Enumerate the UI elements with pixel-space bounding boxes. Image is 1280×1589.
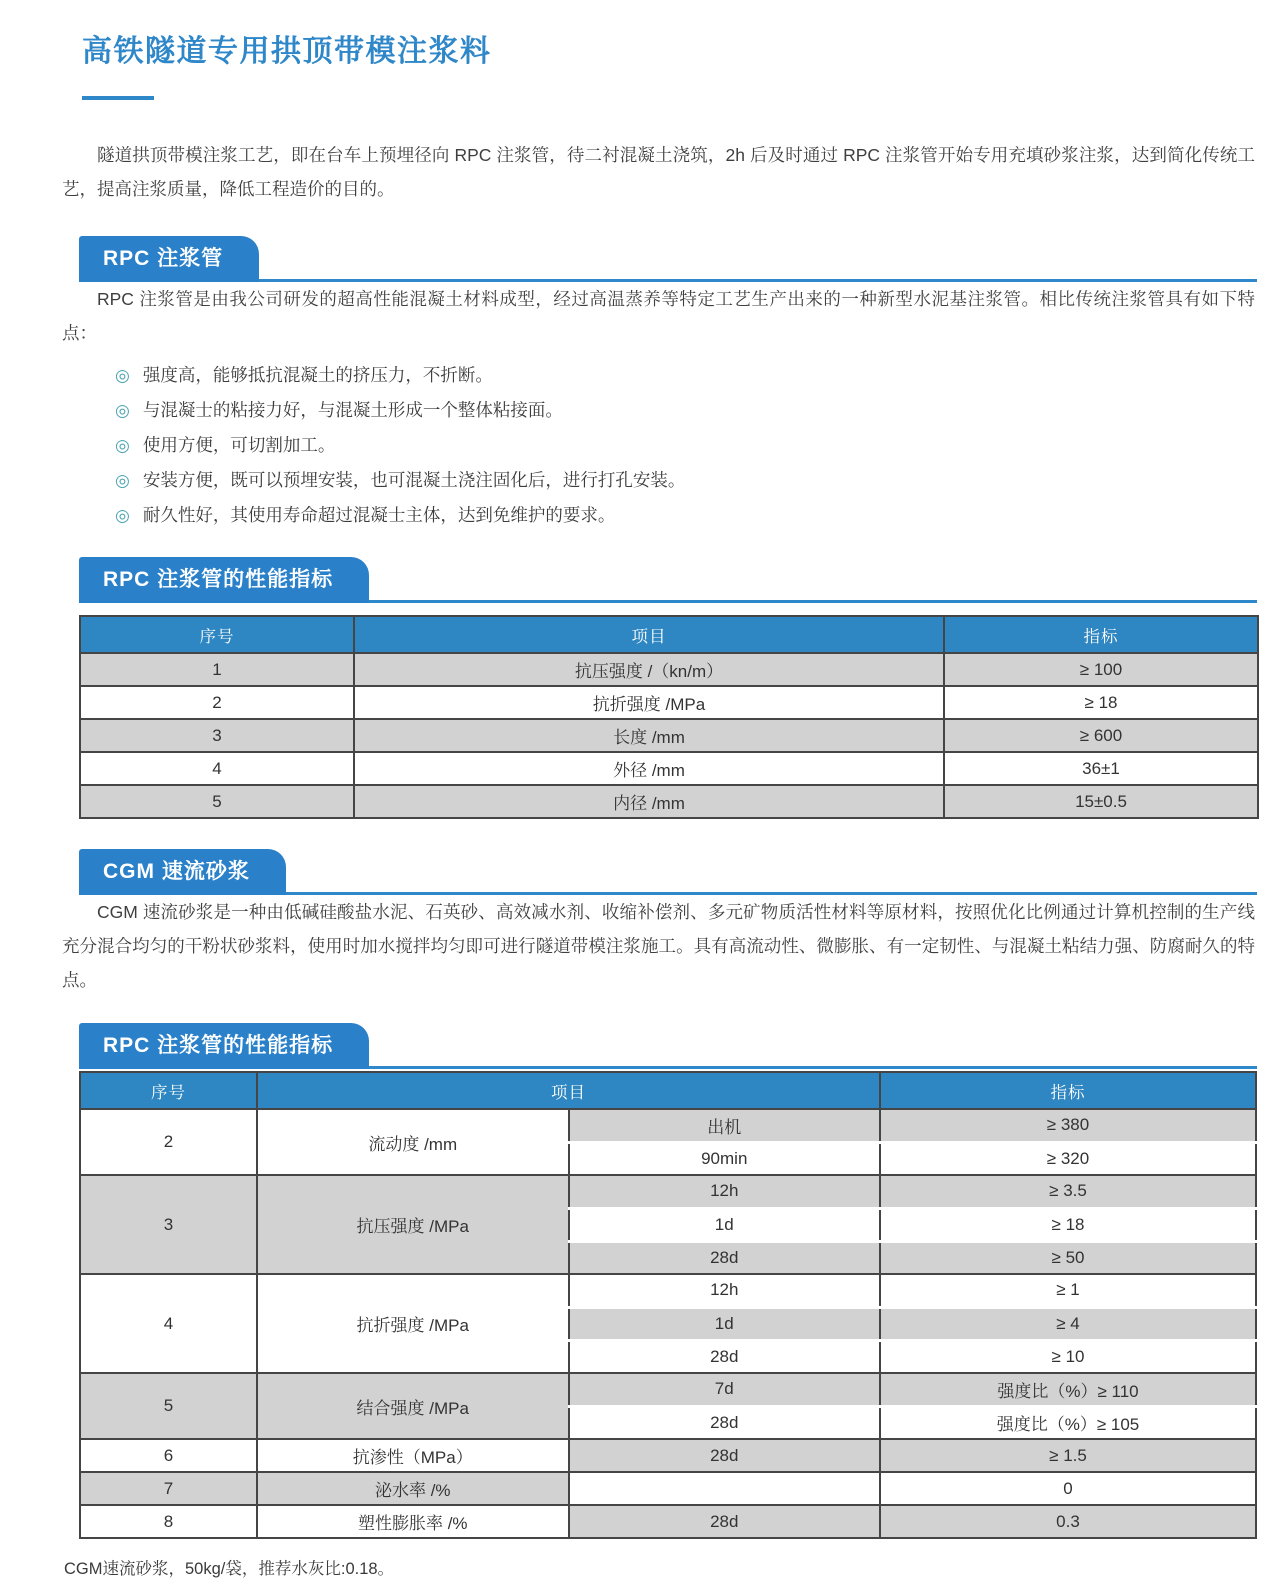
cell-condition: 12h <box>569 1175 881 1208</box>
cell-condition: 28d <box>569 1340 881 1373</box>
cell-condition: 1d <box>569 1208 881 1241</box>
table-row <box>80 653 1258 686</box>
double-circle-bullet-icon: ◎ <box>115 401 130 420</box>
column-header-no: 序号 <box>80 1072 257 1109</box>
cgm-mortar-performance-table <box>79 1071 1257 1539</box>
table-row <box>80 1274 1256 1307</box>
section-tab-rpc-table: RPC 注浆管的性能指标 <box>79 557 369 603</box>
table-footnote: CGM速流砂浆，50kg/袋，推荐水灰比:0.18。 <box>64 1560 395 1578</box>
cell-value: ≥ 1.5 <box>880 1439 1256 1472</box>
cell-value: ≥ 3.5 <box>880 1175 1256 1208</box>
cell-no: 4 <box>80 1274 257 1373</box>
cell-condition: 28d <box>569 1241 881 1274</box>
rpc-pipe-paragraph: RPC 注浆管是由我公司研发的超高性能混凝土材料成型，经过高温蒸养等特定工艺生产出来的一种新型水泥基注浆管。相比传统注浆管具有如下特点： <box>62 289 1255 343</box>
table-row <box>80 719 1258 752</box>
section-tab-cgm: CGM 速流砂浆 <box>79 849 286 895</box>
list-item <box>115 498 1255 533</box>
cell-item: 抗渗性（MPa） <box>257 1439 569 1472</box>
cell-value: ≥ 600 <box>944 719 1258 752</box>
table-row <box>80 1472 1256 1505</box>
section-heading-cgm-table <box>79 1023 1257 1069</box>
cgm-paragraph: CGM 速流砂浆是一种由低碱硅酸盐水泥、石英砂、高效减水剂、收缩补偿剂、多元矿物质活性材料等原材料，按照优化比例通过计算机控制的生产线充分混合均匀的干粉状砂浆料，使用时加水搅拌均匀即可进行隧道带模注浆施工。具有高流动性、微膨胀、有一定韧性、与混凝土粘结力强、防腐耐久的特点。 <box>62 902 1255 990</box>
cell-item: 抗折强度 /MPa <box>354 686 944 719</box>
list-item-text: 耐久性好，其使用寿命超过混凝士主体，达到免维护的要求。 <box>142 505 616 525</box>
title-underline <box>82 96 154 100</box>
cell-value: ≥ 4 <box>880 1307 1256 1340</box>
cell-condition: 90min <box>569 1142 881 1175</box>
cell-item: 抗压强度 /MPa <box>257 1175 569 1274</box>
cell-item: 塑性膨胀率 /% <box>257 1505 569 1538</box>
cell-no: 8 <box>80 1505 257 1538</box>
cell-no: 6 <box>80 1439 257 1472</box>
table-row <box>80 1109 1256 1142</box>
intro-paragraph: 隧道拱顶带模注浆工艺，即在台车上预埋径向 RPC 注浆管，待二衬混凝土浇筑，2h 后及时通过 RPC 注浆管开始专用充填砂浆注浆，达到简化传统工艺，提高注浆质量，降低工程造价的目的。 <box>62 145 1255 199</box>
cell-value: 36±1 <box>944 752 1258 785</box>
cell-value: ≥ 18 <box>944 686 1258 719</box>
cell-value: 15±0.5 <box>944 785 1258 818</box>
double-circle-bullet-icon: ◎ <box>115 506 130 525</box>
rpc-pipe-feature-list <box>115 358 1255 533</box>
table-row <box>80 785 1258 818</box>
cell-condition: 12h <box>569 1274 881 1307</box>
cell-no: 2 <box>80 1109 257 1175</box>
cell-item: 抗折强度 /MPa <box>257 1274 569 1373</box>
cell-value: ≥ 50 <box>880 1241 1256 1274</box>
cell-value: ≥ 1 <box>880 1274 1256 1307</box>
cell-item: 流动度 /mm <box>257 1109 569 1175</box>
cell-no: 2 <box>80 686 354 719</box>
list-item <box>115 393 1255 428</box>
cell-no: 5 <box>80 1373 257 1439</box>
column-header-value: 指标 <box>880 1072 1256 1109</box>
cell-value: ≥ 100 <box>944 653 1258 686</box>
column-header-item: 项目 <box>257 1072 880 1109</box>
cell-condition: 7d <box>569 1373 881 1406</box>
cell-item: 泌水率 /% <box>257 1472 569 1505</box>
page-title: 高铁隧道专用拱顶带模注浆料 <box>82 35 492 68</box>
cell-condition <box>569 1472 881 1505</box>
cell-value: ≥ 10 <box>880 1340 1256 1373</box>
cell-condition: 28d <box>569 1406 881 1439</box>
column-header-no: 序号 <box>80 616 354 653</box>
cell-value: 0.3 <box>880 1505 1256 1538</box>
section-heading-rpc-pipe <box>79 236 1257 282</box>
list-item-text: 安装方便，既可以预埋安装，也可混凝土浇注固化后，进行打孔安装。 <box>142 470 686 490</box>
cell-item: 结合强度 /MPa <box>257 1373 569 1439</box>
table-header-row <box>80 616 1258 653</box>
section-tab-cgm-table: RPC 注浆管的性能指标 <box>79 1023 369 1069</box>
cell-condition: 28d <box>569 1505 881 1538</box>
double-circle-bullet-icon: ◎ <box>115 436 130 455</box>
cell-value: 0 <box>880 1472 1256 1505</box>
cell-no: 3 <box>80 719 354 752</box>
cell-value: ≥ 18 <box>880 1208 1256 1241</box>
cell-value: 强度比（%）≥ 105 <box>880 1406 1256 1439</box>
list-item-text: 与混凝士的粘接力好，与混凝土形成一个整体粘接面。 <box>142 400 563 420</box>
cell-no: 1 <box>80 653 354 686</box>
table-row <box>80 686 1258 719</box>
cell-no: 7 <box>80 1472 257 1505</box>
section-heading-cgm <box>79 849 1257 895</box>
column-header-item: 项目 <box>354 616 944 653</box>
cell-condition: 出机 <box>569 1109 881 1142</box>
double-circle-bullet-icon: ◎ <box>115 366 130 385</box>
cell-item: 抗压强度 /（kn/m） <box>354 653 944 686</box>
double-circle-bullet-icon: ◎ <box>115 471 130 490</box>
rpc-pipe-performance-table <box>79 615 1259 819</box>
list-item <box>115 463 1255 498</box>
table-row <box>80 752 1258 785</box>
cell-item: 外径 /mm <box>354 752 944 785</box>
section-heading-rpc-table <box>79 557 1257 603</box>
table-row <box>80 1505 1256 1538</box>
list-item-text: 强度高，能够抵抗混凝土的挤压力，不折断。 <box>142 365 493 385</box>
cell-condition: 1d <box>569 1307 881 1340</box>
table-row <box>80 1373 1256 1406</box>
cell-value: ≥ 380 <box>880 1109 1256 1142</box>
cell-condition: 28d <box>569 1439 881 1472</box>
cell-value: ≥ 320 <box>880 1142 1256 1175</box>
column-header-value: 指标 <box>944 616 1258 653</box>
cell-no: 5 <box>80 785 354 818</box>
list-item-text: 使用方便，可切割加工。 <box>142 435 336 455</box>
table-row <box>80 1175 1256 1208</box>
cell-value: 强度比（%）≥ 110 <box>880 1373 1256 1406</box>
cell-no: 4 <box>80 752 354 785</box>
section-tab-rpc-pipe: RPC 注浆管 <box>79 236 259 282</box>
list-item <box>115 358 1255 393</box>
cell-item: 长度 /mm <box>354 719 944 752</box>
cell-no: 3 <box>80 1175 257 1274</box>
list-item <box>115 428 1255 463</box>
cell-item: 内径 /mm <box>354 785 944 818</box>
table-header-row <box>80 1072 1256 1109</box>
table-row <box>80 1439 1256 1472</box>
